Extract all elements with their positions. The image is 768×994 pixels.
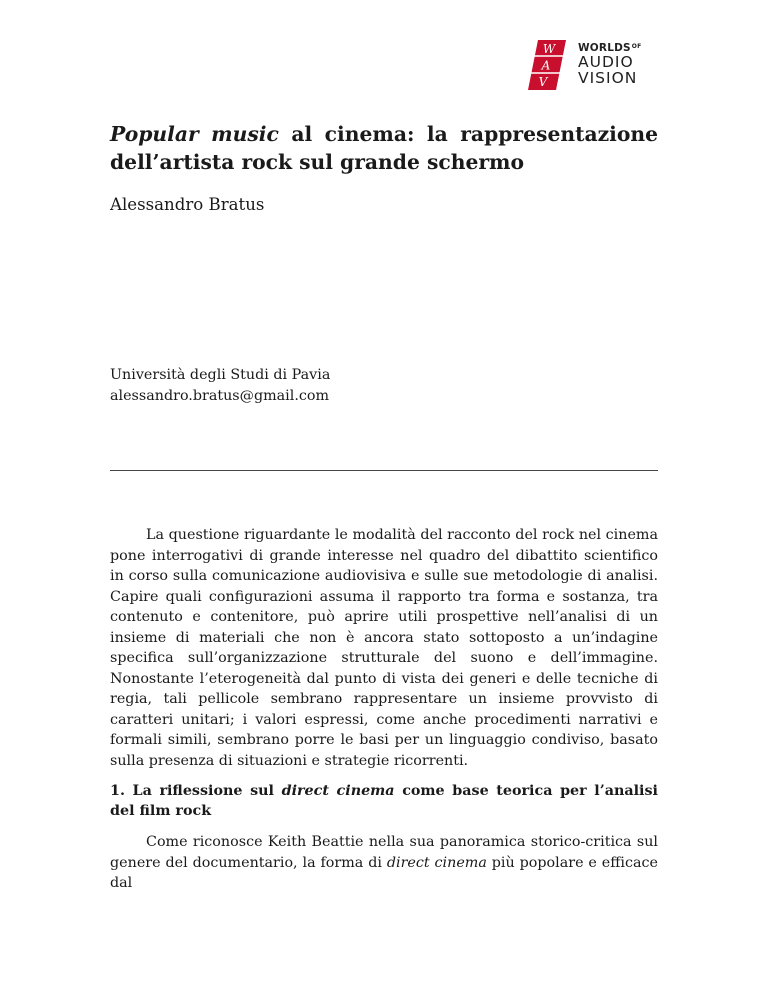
svg-text:W: W — [542, 42, 556, 56]
title-italic-part: Popular music — [110, 122, 279, 146]
svg-text:V: V — [538, 75, 548, 89]
institution: Università degli Studi di Pavia — [110, 367, 331, 383]
paper-title — [110, 120, 658, 176]
logo-line-vision: VISION — [578, 69, 638, 87]
author-affiliation — [110, 365, 330, 406]
section-heading-1: 1. La riflessione sul direct cinema come base teorica per l’analisi del film rock — [110, 783, 658, 819]
abstract-paragraph: La questione riguardante le modalità del racconto del rock nel cinema pone interrogativi di grande interesse nel quadro del dibattito scientifico in corso sulla comunicazione audiovisiva e sulle sue metodologie di analisi. Capire quali configurazioni assuma il rapporto tra forma e sostanza, tra contenuto e contenitore, può aprire utili prospettive nell’analisi di un insieme di materiali che non è ancora stato sottoposto a un’indagine specifica sull’organizzazione strutturale del suono e dell’immagine. Nonostante l’eterogeneità dal punto di vista dei generi e delle tecniche di regia, tali pellicole sembrano rappresentare un insieme provvisto di caratteri unitari; i valori espressi, come anche procedimenti narrativi e formali simili, sembrano porre le basi per un linguaggio condiviso, basato sulla presenza di situazioni e strategie ricorrenti. — [110, 527, 658, 769]
author-name: Alessandro Bratus — [110, 195, 265, 214]
svg-text:A: A — [541, 58, 551, 73]
title-rest: al cinema: la rappresentazione dell’artista rock sul grande schermo — [110, 122, 658, 174]
worlds-of-audio-vision-logo — [528, 40, 658, 90]
author-email: alessandro.bratus@gmail.com — [110, 387, 330, 404]
wav-logo-mark-icon — [528, 40, 566, 90]
header-divider — [110, 470, 658, 471]
logo-line-worlds: $WORLDS^{OF}$ — [578, 42, 642, 54]
logo-wordmark — [578, 43, 641, 87]
body-paragraph: Come riconosce Keith Beattie nella sua panoramica storico-critica sul genere del documentario, la forma di direct cinema più popolare e efficace dal — [110, 834, 658, 891]
logo-line-audio: AUDIO — [578, 52, 634, 71]
